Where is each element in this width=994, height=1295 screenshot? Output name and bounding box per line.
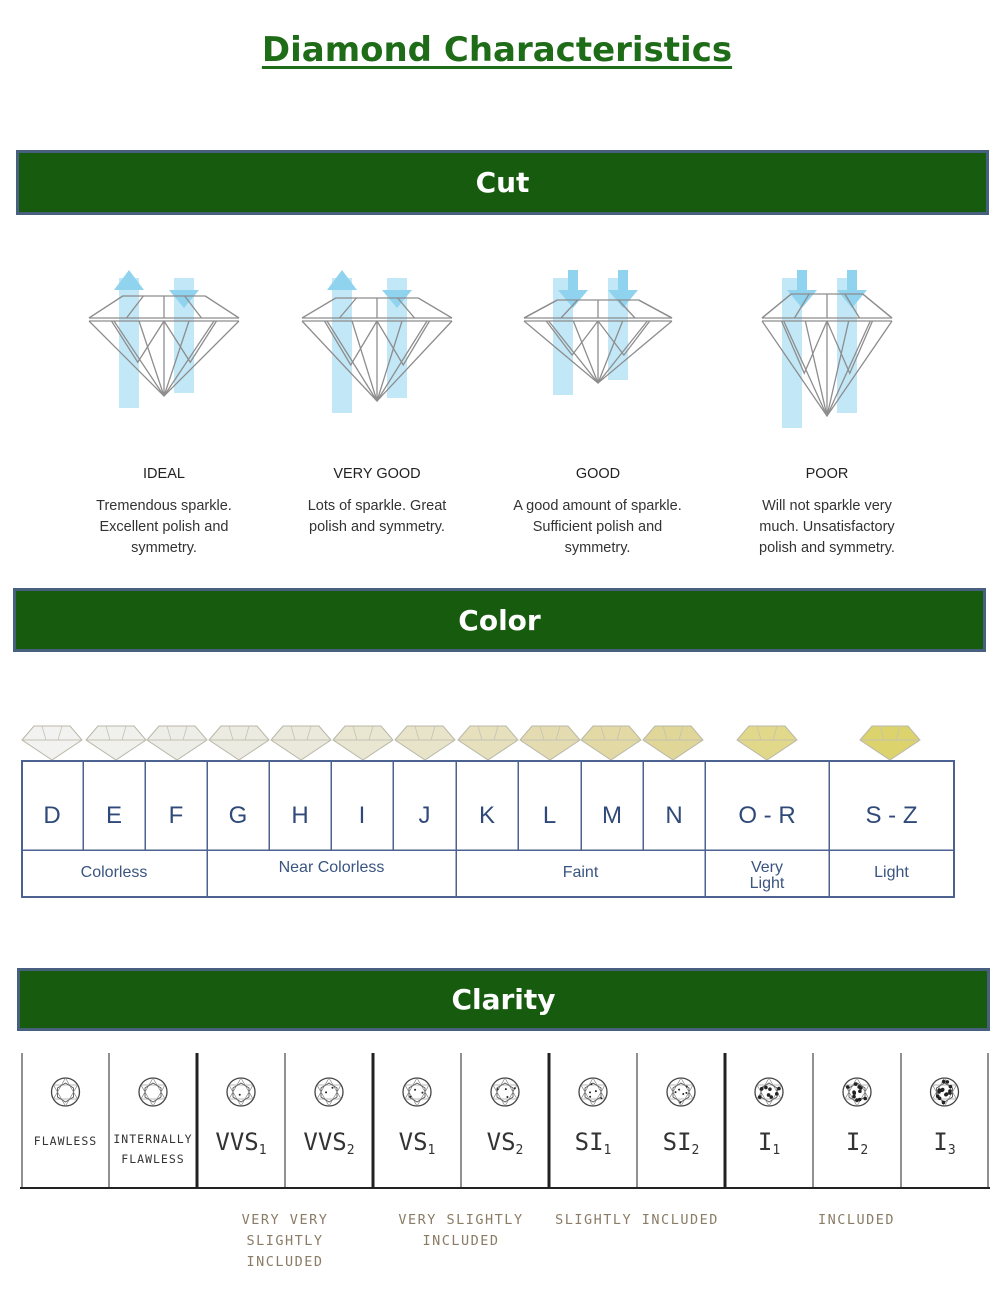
clarity-grade-label: $VS_1$ [398, 1128, 436, 1158]
clarity-group-label: VERY SLIGHTLY INCLUDED [398, 1212, 524, 1249]
clarity-diamond-icon [491, 1078, 519, 1106]
color-group-label: Light [874, 864, 909, 881]
clarity-diamond-icon [931, 1078, 959, 1106]
clarity-diamond-icon [843, 1078, 871, 1106]
cut-grade-description: Lots of sparkle. Great polish and symmetry. [307, 498, 447, 535]
color-grade-label: M [602, 802, 622, 829]
color-grade-label: E [105, 802, 122, 829]
cut-grade-name: VERY GOOD [333, 466, 421, 482]
clarity-grade-label: $I_2$ [845, 1128, 869, 1158]
color-grade-label: K [478, 802, 495, 829]
color-grade-label: D [43, 802, 61, 829]
color-grade-label: H [291, 802, 309, 829]
cut-diagram [717, 258, 937, 433]
color-group-label: Very Light [749, 859, 785, 892]
clarity-grade-label: $VS_2$ [486, 1128, 524, 1158]
color-grade-label: S - Z [865, 802, 918, 829]
clarity-diamond-icon [315, 1078, 343, 1106]
cut-grade-name: IDEAL [143, 466, 185, 482]
color-grade-label: L [542, 802, 557, 829]
color-grade-label: G [228, 802, 248, 829]
cut-diagram [54, 258, 274, 433]
cut-diagram [488, 258, 708, 433]
clarity-group-label: SLIGHTLY INCLUDED [555, 1212, 719, 1228]
clarity-group-label: VERY VERY SLIGHTLY INCLUDED [241, 1212, 329, 1270]
color-group-label: Faint [562, 864, 599, 881]
color-banner: Color [13, 588, 986, 652]
cut-grade-name: GOOD [575, 466, 621, 482]
cut-banner: Cut [16, 150, 989, 215]
clarity-grade-label: $VVS_2$ [303, 1128, 355, 1158]
clarity-grade-label: INTERNALLY FLAWLESS [113, 1132, 193, 1166]
page-title: Diamond Characteristics [261, 30, 733, 70]
clarity-group-label: INCLUDED [817, 1212, 896, 1228]
color-grade-label: J [418, 802, 431, 829]
clarity-grade-label: $VVS_1$ [215, 1128, 267, 1158]
color-grade-label: F [168, 802, 184, 829]
clarity-banner: Clarity [17, 968, 990, 1031]
clarity-diamond-icon [755, 1078, 783, 1106]
cut-grade-description: A good amount of sparkle. Sufficient polish and symmetry. [513, 498, 682, 556]
clarity-diamond-icon [667, 1078, 695, 1106]
color-grade-label: I [358, 802, 366, 829]
clarity-diamond-icon [403, 1078, 431, 1106]
color-group-label: Near Colorless [278, 859, 385, 876]
color-grade-label: N [665, 802, 683, 829]
clarity-scale-grid [0, 1050, 994, 1195]
cut-grade-name: POOR [805, 466, 849, 482]
clarity-grade-label: $SI_1$ [574, 1128, 612, 1158]
clarity-diamond-icon [139, 1078, 167, 1106]
clarity-diamond-icon [52, 1078, 80, 1106]
clarity-diamond-icon [579, 1078, 607, 1106]
clarity-grade-label: $SI_2$ [662, 1128, 700, 1158]
color-group-label: Colorless [80, 864, 148, 881]
color-grade-label: O - R [738, 802, 796, 829]
clarity-grade-label: $I_3$ [933, 1128, 956, 1158]
clarity-grade-label: FLAWLESS [33, 1134, 98, 1148]
cut-diagram [267, 258, 487, 433]
clarity-grade-label: $I_1$ [757, 1128, 781, 1158]
cut-grade-description: Will not sparkle very much. Unsatisfactory polish and symmetry. [759, 498, 895, 556]
clarity-diamond-icon [227, 1078, 255, 1106]
cut-grade-description: Tremendous sparkle. Excellent polish and symmetry. [96, 498, 232, 556]
